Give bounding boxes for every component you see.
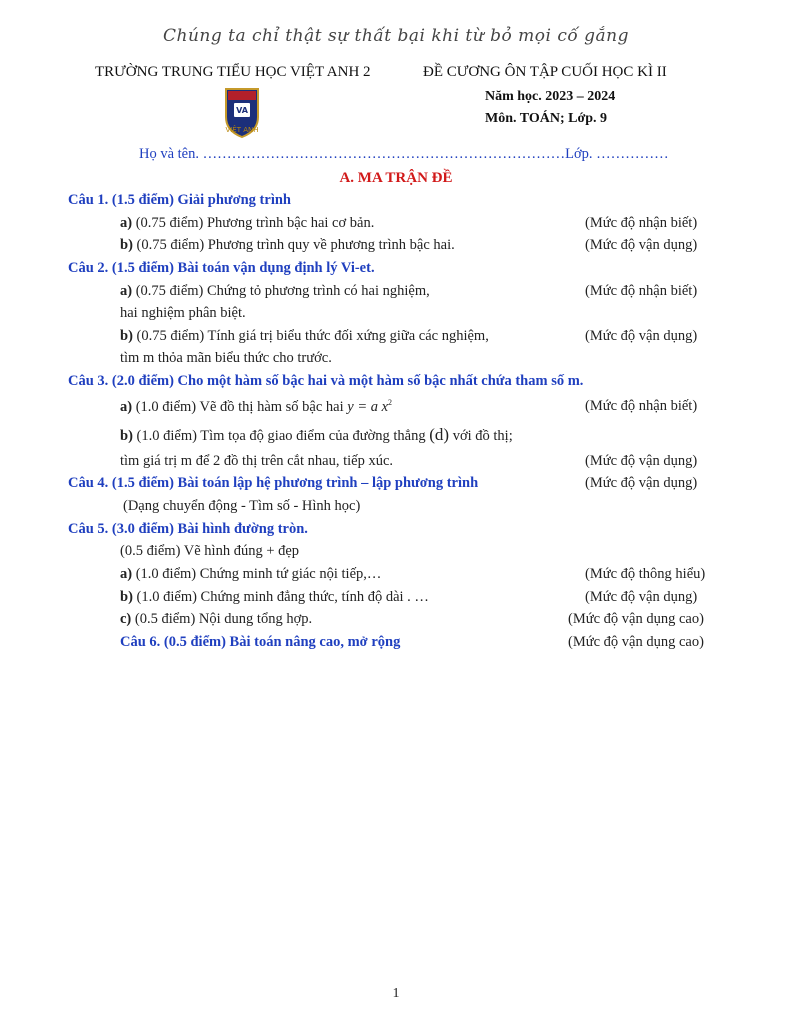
question-4-level: (Mức độ vận dụng)	[585, 475, 698, 491]
question-5c: c) (0.5 điểm) Nội dung tổng hợp.	[120, 611, 313, 627]
formula-y-ax2: y = a x	[347, 398, 389, 415]
question-5a: a) (1.0 điểm) Chứng minh tứ giác nội tiếp,…	[120, 566, 382, 582]
line-d-label: (d)	[429, 425, 450, 444]
question-5a-level: (Mức độ thông hiểu)	[585, 566, 706, 582]
question-2b-level: (Mức độ vận dụng)	[585, 328, 698, 344]
question-1-title: Câu 1. (1.5 điểm) Giải phương trình	[68, 192, 291, 208]
question-5b: b) (1.0 điểm) Chứng minh đẳng thức, tính độ dài . …	[120, 589, 429, 605]
question-5-title: Câu 5. (3.0 điểm) Bài hình đường tròn.	[68, 521, 308, 537]
motto: Chúng ta chỉ thật sự thất bại khi từ bỏ mọi cố gắng	[162, 26, 629, 46]
question-3b: b) (1.0 điểm) Tìm tọa độ giao điểm của đường thẳng (d) với đồ thị;	[120, 425, 513, 444]
question-3b-level: (Mức độ vận dụng)	[585, 453, 698, 469]
subject-class: Môn. TOÁN; Lớp. 9	[485, 111, 607, 126]
question-3b-cont: tìm giá trị m để 2 đồ thị trên cắt nhau, tiếp xúc.	[120, 453, 394, 469]
question-3-title: Câu 3. (2.0 điểm) Cho một hàm số bậc hai và một hàm số bậc nhất chứa tham số m.	[68, 373, 584, 389]
page-number: 1	[392, 986, 400, 1001]
school-name: TRƯỜNG TRUNG TIỂU HỌC VIỆT ANH 2	[95, 64, 371, 80]
question-6-level: (Mức độ vận dụng cao)	[568, 634, 704, 650]
question-4-title: Câu 4. (1.5 điểm) Bài toán lập hệ phương trình – lập phương trình	[68, 475, 479, 491]
question-3a: a) (1.0 điểm) Vẽ đồ thị hàm số bậc hai y = a $x^2$	[120, 398, 393, 415]
question-5b-level: (Mức độ vận dụng)	[585, 589, 698, 605]
student-info-line: Họ và tên. …………………………………………………………………Lớp. ……………	[139, 146, 669, 162]
question-2b-cont: tìm m thỏa mãn biểu thức cho trước.	[120, 350, 332, 366]
question-1b: b) (0.75 điểm) Phương trình quy về phương trình bậc hai.	[120, 237, 455, 253]
question-3a-level: (Mức độ nhận biết)	[585, 398, 698, 414]
logo-badge: VA	[236, 106, 248, 115]
question-1b-level: (Mức độ vận dụng)	[585, 237, 698, 253]
document-title: ĐỀ CƯƠNG ÔN TẬP CUỐI HỌC KÌ II	[423, 64, 667, 80]
section-title: A. MA TRẬN ĐỀ	[339, 170, 453, 186]
logo-text: VIỆT ANH	[225, 126, 259, 134]
question-2a-cont: hai nghiệm phân biệt.	[120, 305, 246, 321]
question-2b: b) (0.75 điểm) Tính giá trị biểu thức đối xứng giữa các nghiệm,	[120, 328, 489, 344]
question-2a-level: (Mức độ nhận biết)	[585, 283, 698, 299]
question-5c-level: (Mức độ vận dụng cao)	[568, 611, 704, 627]
question-2a: a) (0.75 điểm) Chứng tỏ phương trình có hai nghiệm,	[120, 283, 430, 299]
question-4-note: (Dạng chuyển động - Tìm số - Hình học)	[123, 498, 361, 514]
question-2-title: Câu 2. (1.5 điểm) Bài toán vận dụng định lý Vi-et.	[68, 260, 375, 276]
school-year: Năm học. 2023 – 2024	[485, 89, 616, 104]
question-1a-level: (Mức độ nhận biết)	[585, 215, 698, 231]
question-1a: a) (0.75 điểm) Phương trình bậc hai cơ bản.	[120, 215, 375, 231]
question-6-title: Câu 6. (0.5 điểm) Bài toán nâng cao, mở rộng	[120, 634, 401, 650]
question-5-intro: (0.5 điểm) Vẽ hình đúng + đẹp	[120, 543, 300, 559]
